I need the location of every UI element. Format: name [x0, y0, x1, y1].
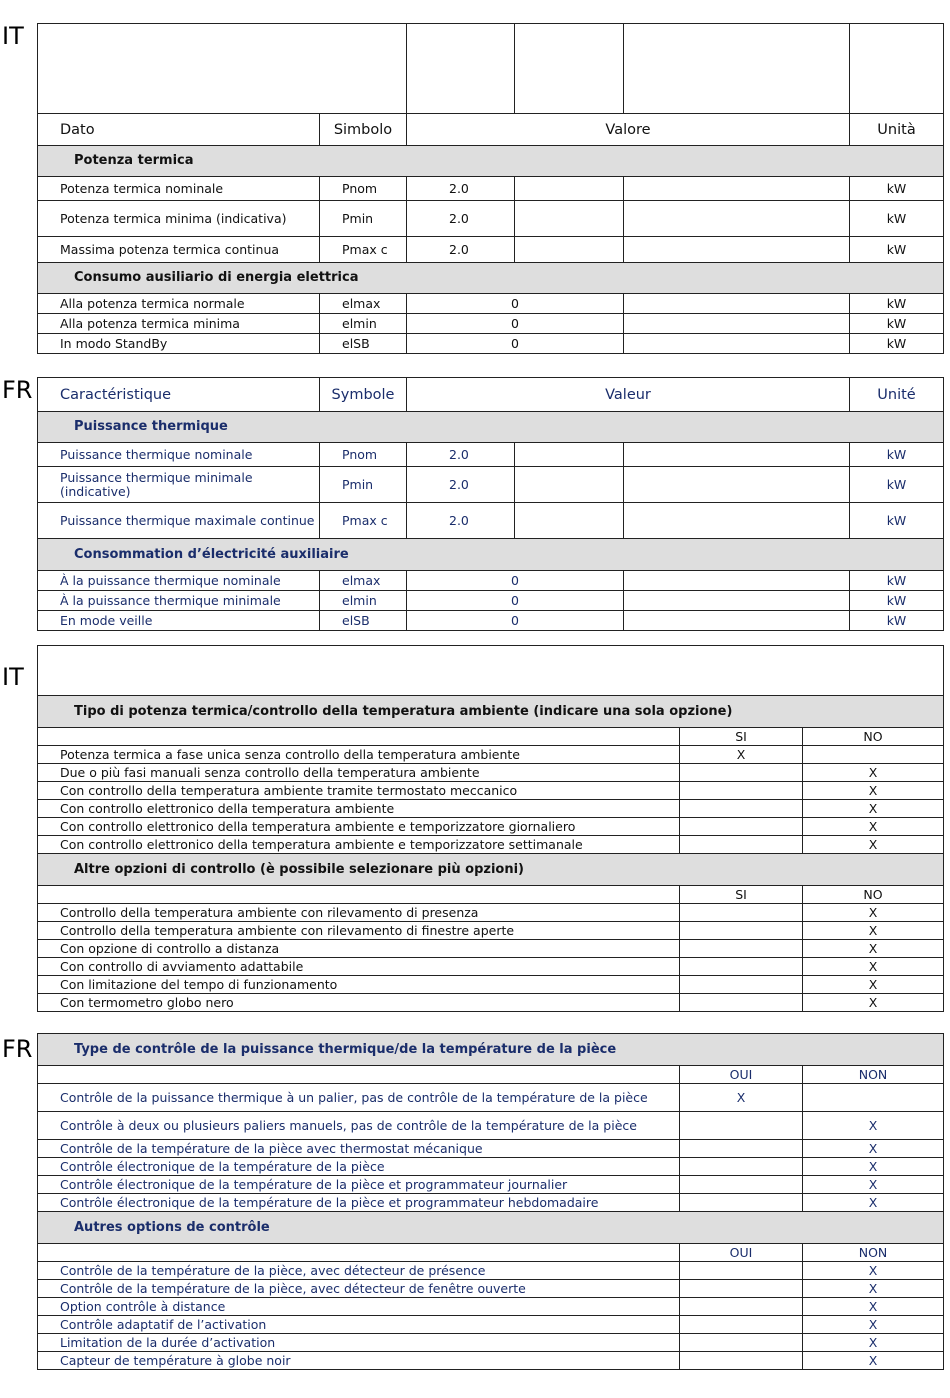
no-mark: X: [803, 922, 944, 940]
yes-mark: [680, 836, 803, 854]
language-label-it: IT: [2, 663, 24, 691]
table-row: [38, 746, 944, 764]
row-label: Con controllo di avviamento adattabile: [38, 958, 680, 976]
yes-mark: [680, 1176, 803, 1194]
no-mark: X: [803, 976, 944, 994]
yes-mark: [680, 764, 803, 782]
table-row: [38, 922, 944, 940]
row-label: Potenza termica a fase unica senza controllo della temperatura ambiente: [38, 746, 680, 764]
row-label: Con opzione di controllo a distanza: [38, 940, 680, 958]
row-unit: kW: [850, 503, 944, 539]
row-label: Contrôle adaptatif de l’activation: [38, 1316, 680, 1334]
table-row: [38, 237, 944, 263]
column-header-yes: OUI: [680, 1244, 803, 1262]
row-unit: kW: [850, 443, 944, 467]
table-row: [38, 571, 944, 591]
table-fr-control-type: [37, 1033, 944, 1370]
yes-mark: [680, 1280, 803, 1298]
row-label: Option contrôle à distance: [38, 1298, 680, 1316]
yes-mark: [680, 1194, 803, 1212]
yes-mark: [680, 958, 803, 976]
row-unit: kW: [850, 177, 944, 201]
row-label: Contrôle à deux ou plusieurs paliers manuels, pas de contrôle de la température de la pièce: [38, 1112, 680, 1140]
no-mark: X: [803, 1334, 944, 1352]
row-symbol: Pmin: [320, 467, 407, 503]
row-value: 2.0: [407, 237, 515, 263]
row-unit: kW: [850, 334, 944, 354]
empty-cell: [624, 334, 850, 354]
yes-mark: X: [680, 746, 803, 764]
section-heading: Autres options de contrôle: [38, 1212, 944, 1244]
no-mark: X: [803, 1176, 944, 1194]
header-row: [38, 114, 944, 146]
row-value: 2.0: [407, 177, 515, 201]
table-row: [38, 958, 944, 976]
blank-cell: [515, 24, 624, 114]
row-value: 2.0: [407, 201, 515, 237]
empty-cell: [38, 886, 680, 904]
column-header-yes: OUI: [680, 1066, 803, 1084]
empty-cell: [624, 611, 850, 631]
row-label: Capteur de température à globe noir: [38, 1352, 680, 1370]
row-unit: kW: [850, 314, 944, 334]
row-label: Con limitazione del tempo di funzionamento: [38, 976, 680, 994]
row-value: 0: [407, 611, 624, 631]
row-label: Puissance thermique nominale: [38, 443, 320, 467]
row-label: Due o più fasi manuali senza controllo della temperatura ambiente: [38, 764, 680, 782]
row-unit: kW: [850, 591, 944, 611]
empty-cell: [624, 314, 850, 334]
empty-cell: [515, 503, 624, 539]
row-unit: kW: [850, 611, 944, 631]
row-label: Con controllo elettronico della temperatura ambiente e temporizzatore giornaliero: [38, 818, 680, 836]
row-label: À la puissance thermique nominale: [38, 571, 320, 591]
row-value: 2.0: [407, 503, 515, 539]
empty-cell: [624, 443, 850, 467]
empty-cell: [38, 1244, 680, 1262]
empty-cell: [515, 177, 624, 201]
empty-cell: [515, 201, 624, 237]
section-heading: Puissance thermique: [38, 412, 944, 443]
row-symbol: elmin: [320, 314, 407, 334]
yes-mark: [680, 940, 803, 958]
yes-mark: [680, 1140, 803, 1158]
row-label: Contrôle électronique de la température de la pièce et programmateur journalier: [38, 1176, 680, 1194]
table-row: [38, 591, 944, 611]
language-label-it: IT: [2, 22, 24, 50]
table-row: [38, 611, 944, 631]
column-header-unit: Unità: [850, 114, 944, 146]
column-header-no: NO: [803, 886, 944, 904]
row-label: À la puissance thermique minimale: [38, 591, 320, 611]
empty-cell: [38, 728, 680, 746]
row-symbol: elmax: [320, 571, 407, 591]
row-label: Contrôle de la température de la pièce, avec détecteur de fenêtre ouverte: [38, 1280, 680, 1298]
table-row: [38, 994, 944, 1012]
no-mark: X: [803, 1352, 944, 1370]
table-row: [38, 1334, 944, 1352]
row-symbol: Pnom: [320, 177, 407, 201]
table-row: [38, 177, 944, 201]
header-row: [38, 1066, 944, 1084]
table-row: [38, 904, 944, 922]
no-mark: X: [803, 1194, 944, 1212]
blank-row: [38, 24, 944, 114]
blank-cell: [38, 24, 407, 114]
row-label: Con controllo elettronico della temperatura ambiente: [38, 800, 680, 818]
row-label: Con controllo elettronico della temperatura ambiente e temporizzatore settimanale: [38, 836, 680, 854]
no-mark: X: [803, 1158, 944, 1176]
column-header-symbol: Simbolo: [320, 114, 407, 146]
no-mark: X: [803, 1140, 944, 1158]
column-header-no: NON: [803, 1244, 944, 1262]
table-row: [38, 467, 944, 503]
section-heading: Altre opzioni di controllo (è possibile selezionare più opzioni): [38, 854, 944, 886]
table-row: [38, 800, 944, 818]
empty-cell: [624, 591, 850, 611]
row-value: 2.0: [407, 443, 515, 467]
column-header-yes: SI: [680, 886, 803, 904]
row-value: 0: [407, 314, 624, 334]
row-symbol: Pmin: [320, 201, 407, 237]
row-unit: kW: [850, 237, 944, 263]
section-heading: Type de contrôle de la puissance thermique/de la température de la pièce: [38, 1034, 944, 1066]
no-mark: X: [803, 836, 944, 854]
table-it-control-type: [37, 645, 944, 1012]
row-label: Alla potenza termica normale: [38, 294, 320, 314]
row-label: En mode veille: [38, 611, 320, 631]
row-label: Con termometro globo nero: [38, 994, 680, 1012]
empty-cell: [515, 443, 624, 467]
section-heading: Tipo di potenza termica/controllo della temperatura ambiente (indicare una sola opzione): [38, 696, 944, 728]
header-row: [38, 886, 944, 904]
table-fr-thermal-power: [37, 377, 944, 631]
language-label-fr: FR: [2, 1035, 33, 1063]
empty-cell: [624, 177, 850, 201]
row-label: Contrôle électronique de la température de la pièce: [38, 1158, 680, 1176]
table-row: [38, 443, 944, 467]
yes-mark: X: [680, 1084, 803, 1112]
row-value: 0: [407, 571, 624, 591]
header-row: [38, 1244, 944, 1262]
row-label: Controllo della temperatura ambiente con rilevamento di presenza: [38, 904, 680, 922]
table-row: [38, 294, 944, 314]
empty-cell: [515, 467, 624, 503]
yes-mark: [680, 1334, 803, 1352]
header-row: [38, 728, 944, 746]
no-mark: X: [803, 1112, 944, 1140]
table-row: [38, 1316, 944, 1334]
table-row: [38, 1280, 944, 1298]
empty-cell: [624, 294, 850, 314]
section-heading: Consumo ausiliario di energia elettrica: [38, 263, 944, 294]
column-header-no: NON: [803, 1066, 944, 1084]
row-symbol: elSB: [320, 334, 407, 354]
empty-cell: [624, 237, 850, 263]
row-value: 0: [407, 294, 624, 314]
empty-cell: [624, 571, 850, 591]
row-value: 0: [407, 591, 624, 611]
yes-mark: [680, 1298, 803, 1316]
section-heading: Potenza termica: [38, 146, 944, 177]
yes-mark: [680, 976, 803, 994]
row-symbol: Pmax c: [320, 503, 407, 539]
no-mark: X: [803, 958, 944, 976]
row-label: Contrôle de la température de la pièce, avec détecteur de présence: [38, 1262, 680, 1280]
table-row: [38, 1158, 944, 1176]
blank-cell: [850, 24, 944, 114]
row-unit: kW: [850, 294, 944, 314]
row-label: Contrôle électronique de la température de la pièce et programmateur hebdomadaire: [38, 1194, 680, 1212]
row-value: 2.0: [407, 467, 515, 503]
section-heading: Consommation d’électricité auxiliaire: [38, 539, 944, 571]
no-mark: X: [803, 1262, 944, 1280]
table-row: [38, 976, 944, 994]
yes-mark: [680, 1158, 803, 1176]
yes-mark: [680, 1352, 803, 1370]
no-mark: X: [803, 1298, 944, 1316]
column-header-value: Valeur: [407, 378, 850, 412]
column-header-value: Valore: [407, 114, 850, 146]
table-row: [38, 1084, 944, 1112]
empty-cell: [624, 201, 850, 237]
yes-mark: [680, 922, 803, 940]
column-header-data: Dato: [38, 114, 320, 146]
row-value: 0: [407, 334, 624, 354]
yes-mark: [680, 800, 803, 818]
no-mark: X: [803, 800, 944, 818]
table-row: [38, 764, 944, 782]
header-row: [38, 378, 944, 412]
column-header-no: NO: [803, 728, 944, 746]
no-mark: X: [803, 940, 944, 958]
table-row: [38, 940, 944, 958]
empty-cell: [624, 467, 850, 503]
table-row: [38, 1112, 944, 1140]
row-label: Massima potenza termica continua: [38, 237, 320, 263]
table-row: [38, 782, 944, 800]
row-label: Con controllo della temperatura ambiente tramite termostato meccanico: [38, 782, 680, 800]
table-it-thermal-power: [37, 23, 944, 354]
row-label: Puissance thermique maximale continue: [38, 503, 320, 539]
row-symbol: elmax: [320, 294, 407, 314]
row-label: Puissance thermique minimale (indicative): [38, 467, 320, 503]
row-label: Contrôle de la température de la pièce avec thermostat mécanique: [38, 1140, 680, 1158]
row-symbol: Pnom: [320, 443, 407, 467]
row-label: Contrôle de la puissance thermique à un palier, pas de contrôle de la température de la pièce: [38, 1084, 680, 1112]
row-symbol: Pmax c: [320, 237, 407, 263]
no-mark: [803, 746, 944, 764]
table-row: [38, 314, 944, 334]
yes-mark: [680, 1112, 803, 1140]
row-label: Controllo della temperatura ambiente con rilevamento di finestre aperte: [38, 922, 680, 940]
row-symbol: elSB: [320, 611, 407, 631]
yes-mark: [680, 1316, 803, 1334]
table-row: [38, 201, 944, 237]
column-header-yes: SI: [680, 728, 803, 746]
row-label: Limitation de la durée d’activation: [38, 1334, 680, 1352]
empty-cell: [624, 503, 850, 539]
row-unit: kW: [850, 467, 944, 503]
blank-cell: [38, 646, 944, 696]
yes-mark: [680, 994, 803, 1012]
yes-mark: [680, 1262, 803, 1280]
row-label: Potenza termica nominale: [38, 177, 320, 201]
row-unit: kW: [850, 571, 944, 591]
no-mark: X: [803, 782, 944, 800]
blank-cell: [624, 24, 850, 114]
table-row: [38, 836, 944, 854]
yes-mark: [680, 818, 803, 836]
table-row: [38, 334, 944, 354]
no-mark: X: [803, 994, 944, 1012]
yes-mark: [680, 782, 803, 800]
table-row: [38, 1194, 944, 1212]
empty-cell: [515, 237, 624, 263]
no-mark: X: [803, 764, 944, 782]
row-unit: kW: [850, 201, 944, 237]
table-row: [38, 1262, 944, 1280]
row-label: Potenza termica minima (indicativa): [38, 201, 320, 237]
table-row: [38, 1140, 944, 1158]
table-row: [38, 1352, 944, 1370]
no-mark: X: [803, 904, 944, 922]
table-row: [38, 1298, 944, 1316]
blank-cell: [407, 24, 515, 114]
no-mark: X: [803, 1316, 944, 1334]
table-row: [38, 1176, 944, 1194]
no-mark: [803, 1084, 944, 1112]
row-symbol: elmin: [320, 591, 407, 611]
empty-cell: [38, 1066, 680, 1084]
row-label: In modo StandBy: [38, 334, 320, 354]
table-row: [38, 503, 944, 539]
table-row: [38, 818, 944, 836]
column-header-characteristic: Caractéristique: [38, 378, 320, 412]
no-mark: X: [803, 818, 944, 836]
no-mark: X: [803, 1280, 944, 1298]
column-header-unit: Unité: [850, 378, 944, 412]
column-header-symbol: Symbole: [320, 378, 407, 412]
language-label-fr: FR: [2, 376, 33, 404]
row-label: Alla potenza termica minima: [38, 314, 320, 334]
yes-mark: [680, 904, 803, 922]
